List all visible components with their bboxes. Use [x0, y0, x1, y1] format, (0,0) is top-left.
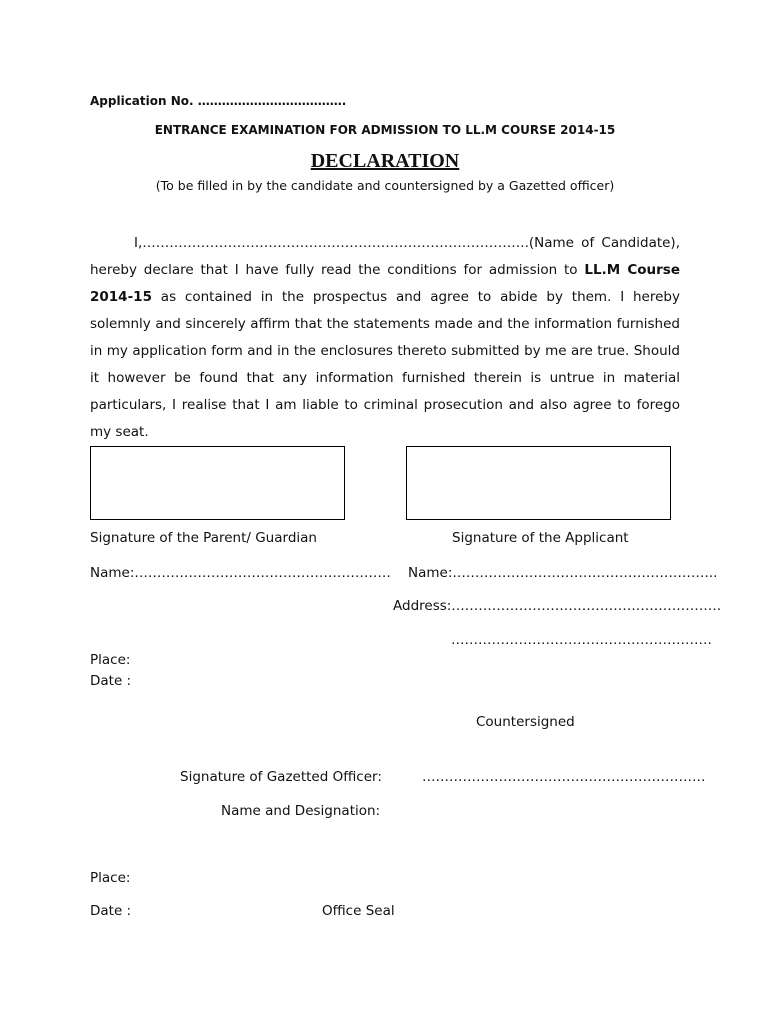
- parent-name-field[interactable]: Name:…………………………………………………: [90, 565, 391, 581]
- officer-place-label: Place:: [90, 870, 131, 886]
- countersigned-label: Countersigned: [476, 714, 575, 730]
- gazetted-officer-signature-line[interactable]: ………………………………………………………: [422, 769, 706, 785]
- applicant-address-field[interactable]: Address:……………………………………………………: [393, 598, 722, 614]
- applicant-signature-box[interactable]: [406, 446, 671, 520]
- declaration-title: DECLARATION: [310, 150, 460, 172]
- course-name: LL.M Course 2014-15: [90, 262, 680, 305]
- parent-signature-box[interactable]: [90, 446, 345, 520]
- applicant-name-field[interactable]: Name:…………………………………………………..: [408, 565, 718, 581]
- applicant-address-line2[interactable]: ………………………………………………….: [451, 632, 712, 648]
- place-label: Place:: [90, 652, 131, 668]
- declaration-subtitle: (To be filled in by the candidate and countersigned by a Gazetted officer): [155, 178, 615, 193]
- officer-date-label: Date :: [90, 903, 132, 919]
- name-designation-label: Name and Designation:: [221, 803, 381, 819]
- office-seal-label: Office Seal: [322, 903, 395, 919]
- exam-title: ENTRANCE EXAMINATION FOR ADMISSION TO LL.M COURSE 2014-15: [154, 123, 616, 137]
- declaration-text-part2: as contained in the prospectus and agree to abide by them. I hereby solemnly and sincerely affirm that the statements made and the information furnished in my application form and in the enclosures thereto submitted by me are true. Should it however be found that any information furnished therein is untrue in material particulars, I realise that I am liable to criminal prosecution and also agree to forego my seat.: [90, 289, 680, 440]
- application-number: Application No. ……………………………….: [90, 94, 347, 108]
- gazetted-officer-signature-label: Signature of Gazetted Officer:: [180, 769, 382, 785]
- parent-signature-label: Signature of the Parent/ Guardian: [90, 530, 317, 546]
- declaration-text-part1: I,…………………………………………………………………………..(Name of Candidate), hereby declare that I have fully read the conditions for admission to: [90, 235, 680, 278]
- applicant-signature-label: Signature of the Applicant: [452, 530, 629, 546]
- date-label: Date :: [90, 673, 132, 689]
- declaration-paragraph: [90, 230, 680, 446]
